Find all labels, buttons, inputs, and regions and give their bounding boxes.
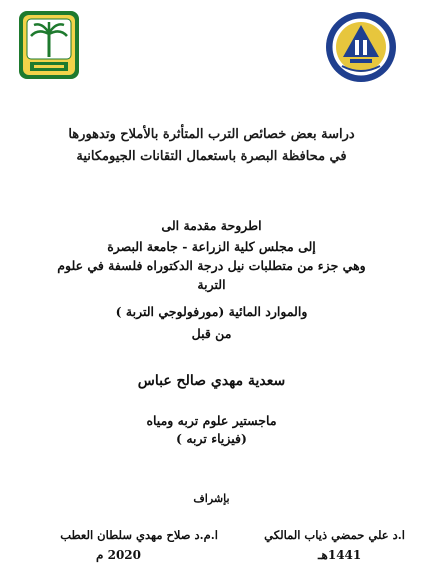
council-line: إلى مجلس كلية الزراعة - جامعة البصرة xyxy=(107,239,316,254)
by-line: من قبل xyxy=(191,326,232,341)
requirement-line-1: وهي جزء من متطلبات نيل درجة الدكتوراه فلسفة في علوم xyxy=(57,258,366,273)
college-logo xyxy=(18,10,80,80)
supervisor-1: ا.د علي حمضي ذياب المالكي xyxy=(264,528,405,542)
university-seal-icon xyxy=(318,10,404,84)
thesis-title-line-2: في محافظة البصرة باستعمال التقانات الجيومكانية xyxy=(76,149,347,164)
palm-tree-emblem-icon xyxy=(18,10,80,80)
thesis-title-line-1: دراسة بعض خصائص الترب المتأثرة بالأملاح وتدهورها xyxy=(68,127,355,142)
year-gregorian: 2020 م xyxy=(96,548,142,562)
author-name: سعدية مهدي صالح عباس xyxy=(137,373,286,389)
department-line: والموارد المائية (مورفولوجي التربة ) xyxy=(115,304,308,319)
author-specialization: (فيزياء تربه ) xyxy=(176,431,247,446)
university-logo xyxy=(318,10,404,84)
thesis-heading: اطروحة مقدمة الى xyxy=(161,218,262,233)
author-degree: ماجستير علوم تربه ومياه xyxy=(146,413,277,428)
year-hijri: 1441هـ xyxy=(318,548,362,562)
supervision-label: بإشراف xyxy=(193,492,230,505)
supervisor-2: ا.م.د صلاح مهدي سلطان العطب xyxy=(60,528,218,542)
requirement-line-2: التربة xyxy=(197,277,226,292)
